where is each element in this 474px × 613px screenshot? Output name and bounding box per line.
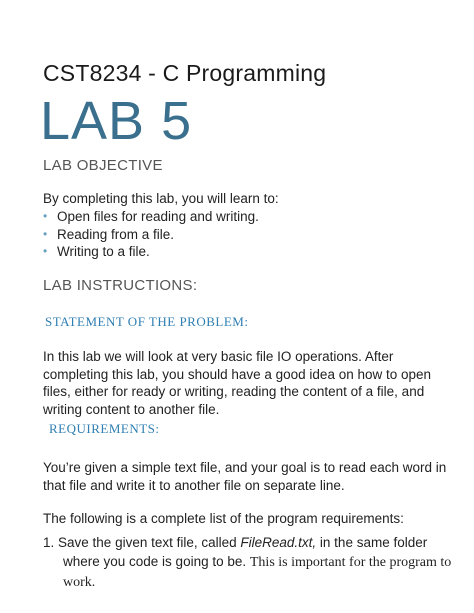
requirements-heading: REQUIREMENTS: — [49, 421, 160, 436]
list-item: • Reading from a file. — [43, 226, 175, 242]
problem-paragraph: In this lab we will look at very basic file IO operations. After completing this lab, you should have a good idea on how to open files, either for ready or writing, reading the content of a file, and writing content to another file. — [43, 349, 432, 417]
requirements-list-intro: The following is a complete list of the program requirements: — [43, 511, 404, 526]
lab-instructions-heading: LAB INSTRUCTIONS: — [43, 277, 198, 294]
objective-list — [43, 208, 259, 261]
list-item: • Open files for reading and writing. — [43, 209, 259, 224]
bullet-icon: • — [43, 226, 48, 241]
requirements-paragraph: You’re given a simple text file, and your goal is to read each word in that file and write it to another file on separate line. — [43, 460, 447, 493]
lab-title: LAB 5 — [40, 91, 193, 151]
bullet-icon: • — [43, 244, 48, 258]
bullet-icon: • — [43, 209, 48, 223]
requirement-item-1: 1. Save the given text file, called FileRead.txt, in the same folder where you code is going to be. This is important for the program to work. — [43, 535, 452, 590]
course-title: CST8234 - C Programming — [43, 60, 327, 86]
item-number: 1. — [43, 535, 55, 550]
important-note: This is important for the program to — [249, 555, 452, 570]
filename: FileRead.txt, — [240, 535, 317, 550]
lab-objective-heading: LAB OBJECTIVE — [43, 157, 163, 174]
problem-statement-heading: STATEMENT OF THE PROBLEM: — [45, 314, 249, 329]
list-item: • Writing to a file. — [43, 244, 150, 259]
objective-intro: By completing this lab, you will learn to: — [43, 191, 279, 206]
